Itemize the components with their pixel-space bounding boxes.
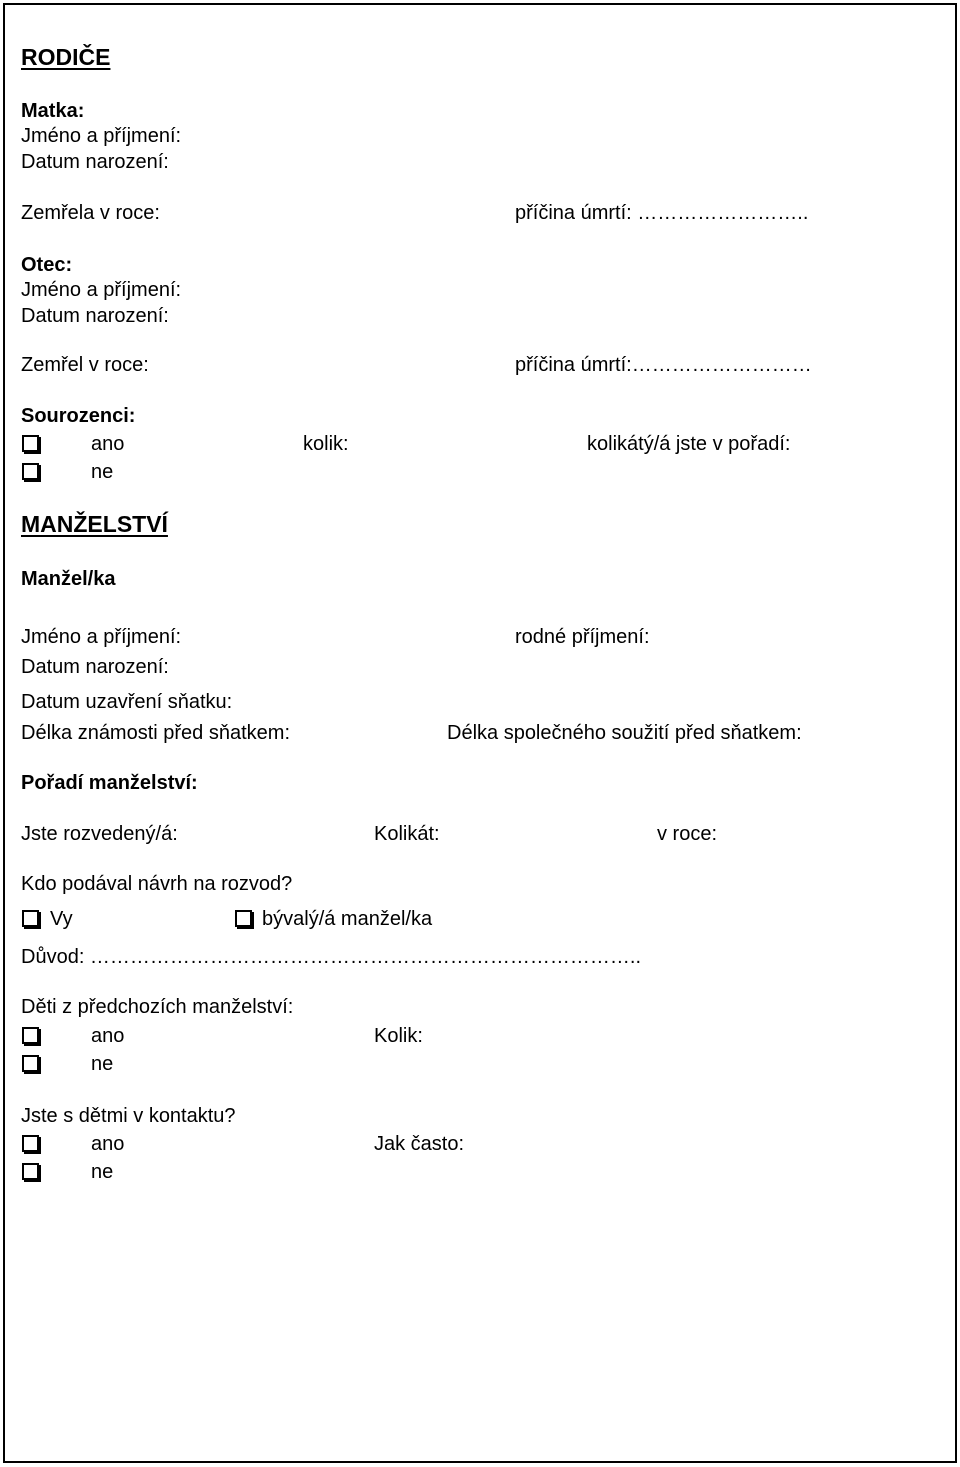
section-heading-marriage: MANŽELSTVÍ	[21, 511, 168, 537]
mother-death-cause-field[interactable]: příčina úmrtí: ……………………..	[515, 202, 809, 224]
siblings-yes-checkbox[interactable]	[22, 435, 39, 452]
contact-no-checkbox[interactable]	[22, 1163, 39, 1180]
marriage-order-field[interactable]: Pořadí manželství:	[21, 772, 198, 794]
filed-by-ex-spouse-label: bývalý/á manžel/ka	[262, 908, 433, 930]
children-no-checkbox[interactable]	[22, 1055, 39, 1072]
mother-birth-field[interactable]: Datum narození:	[21, 151, 169, 173]
spouse-birth-field[interactable]: Datum narození:	[21, 656, 169, 678]
children-yes-label: ano	[91, 1025, 125, 1047]
filed-by-you-label: Vy	[50, 908, 73, 930]
mother-death-year-field[interactable]: Zemřela v roce:	[21, 202, 160, 224]
mother-name-field[interactable]: Jméno a příjmení:	[21, 125, 182, 147]
divorce-reason-field[interactable]: Důvod: ………………………………………………………………………..	[21, 946, 642, 968]
divorced-field[interactable]: Jste rozvedený/á:	[21, 823, 178, 845]
spouse-maiden-name-field[interactable]: rodné příjmení:	[515, 626, 650, 648]
siblings-label: Sourozenci:	[21, 405, 136, 427]
contact-yes-label: ano	[91, 1133, 125, 1155]
contact-frequency-field[interactable]: Jak často:	[374, 1133, 465, 1155]
father-death-year-field[interactable]: Zemřel v roce:	[21, 354, 149, 376]
children-previous-label: Děti z předchozích manželství:	[21, 996, 294, 1018]
cohabitation-length-field[interactable]: Délka společného soužití před sňatkem:	[447, 722, 802, 744]
children-no-label: ne	[91, 1053, 114, 1075]
father-name-field[interactable]: Jméno a příjmení:	[21, 279, 182, 301]
spouse-label: Manžel/ka	[21, 568, 116, 590]
siblings-no-checkbox[interactable]	[22, 463, 39, 480]
siblings-count-field[interactable]: kolik:	[303, 433, 349, 455]
children-count-field[interactable]: Kolik:	[374, 1025, 423, 1047]
section-heading-parents: RODIČE	[21, 44, 111, 70]
mother-label: Matka:	[21, 100, 85, 122]
divorce-year-field[interactable]: v roce:	[657, 823, 718, 845]
siblings-no-label: ne	[91, 461, 114, 483]
children-yes-checkbox[interactable]	[22, 1027, 39, 1044]
children-contact-question: Jste s dětmi v kontaktu?	[21, 1105, 236, 1127]
siblings-order-field[interactable]: kolikátý/á jste v pořadí:	[587, 433, 791, 455]
wedding-date-field[interactable]: Datum uzavření sňatku:	[21, 691, 233, 713]
filed-by-ex-spouse-checkbox[interactable]	[235, 910, 252, 927]
divorce-count-field[interactable]: Kolikát:	[374, 823, 440, 845]
divorce-filed-by-question: Kdo podával návrh na rozvod?	[21, 873, 293, 895]
contact-no-label: ne	[91, 1161, 114, 1183]
filed-by-you-checkbox[interactable]	[22, 910, 39, 927]
father-label: Otec:	[21, 254, 73, 276]
siblings-yes-label: ano	[91, 433, 125, 455]
acquaintance-length-field[interactable]: Délka známosti před sňatkem:	[21, 722, 291, 744]
contact-yes-checkbox[interactable]	[22, 1135, 39, 1152]
father-birth-field[interactable]: Datum narození:	[21, 305, 169, 327]
spouse-name-field[interactable]: Jméno a příjmení:	[21, 626, 182, 648]
father-death-cause-field[interactable]: příčina úmrtí:………………………	[515, 354, 812, 376]
